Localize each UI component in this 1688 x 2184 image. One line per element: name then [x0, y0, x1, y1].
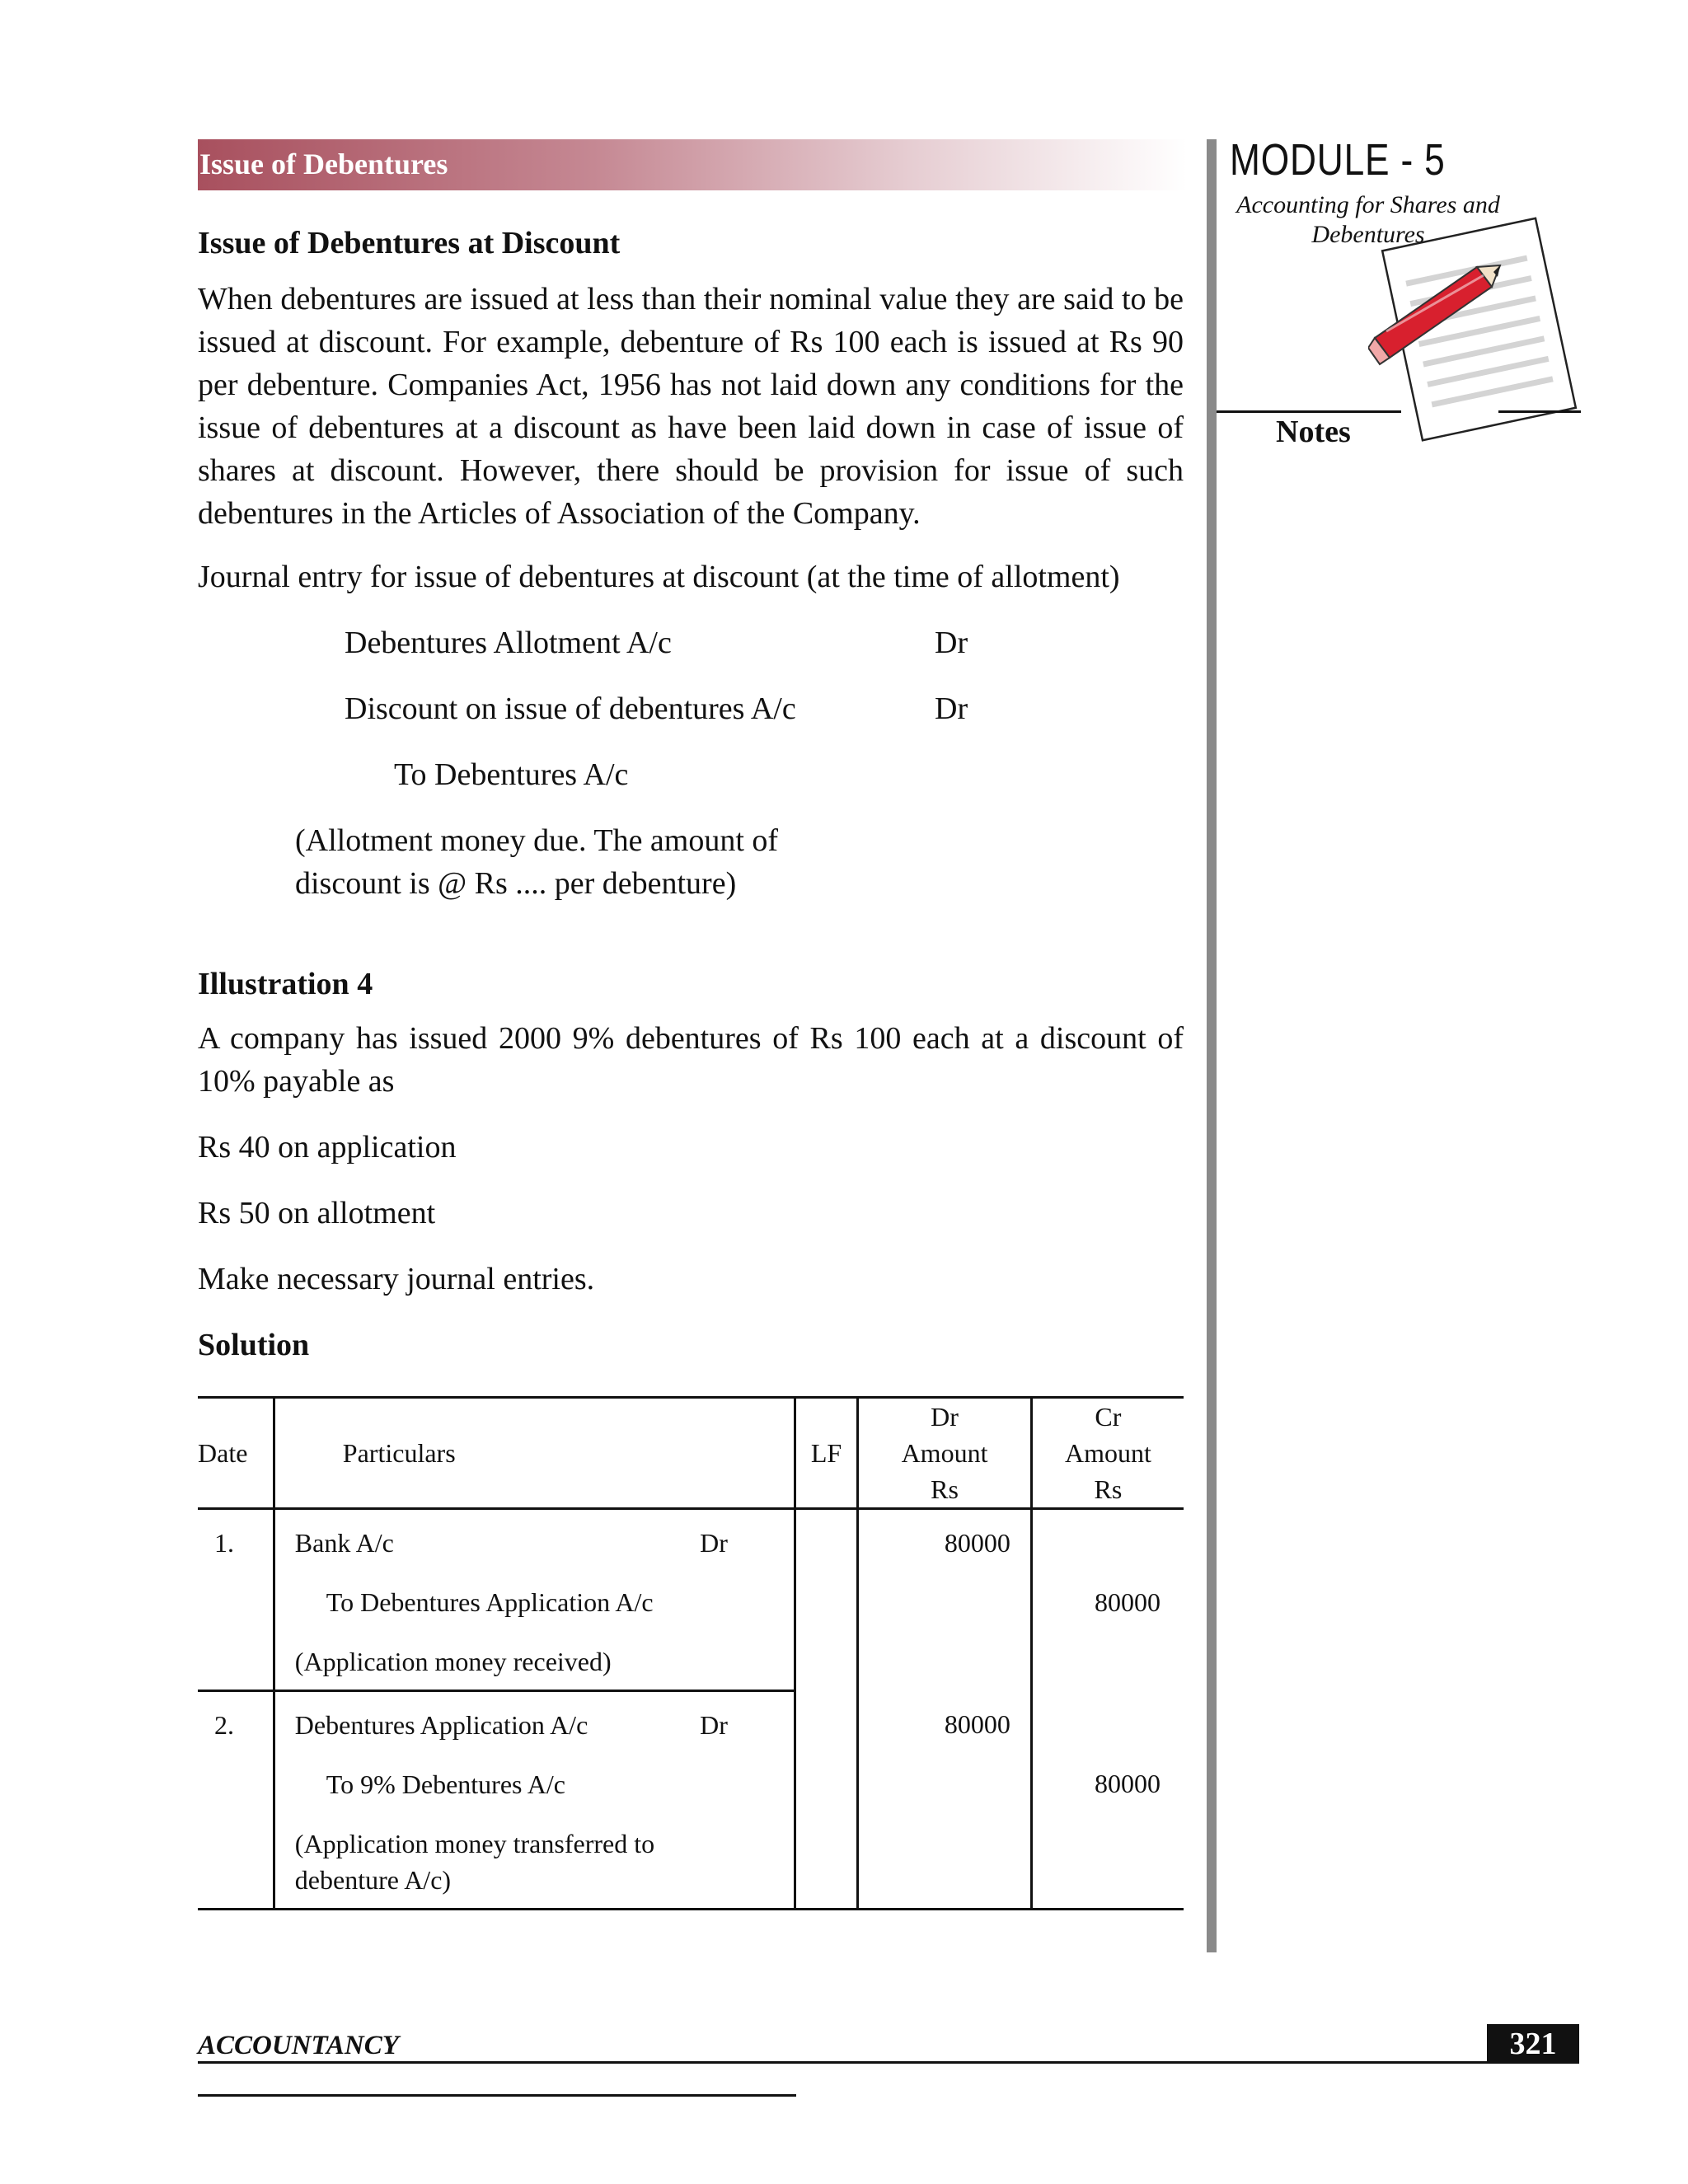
- section-heading: Issue of Debentures at Discount: [198, 226, 621, 260]
- dr-amount: 80000: [858, 1509, 1032, 1691]
- table-row: [198, 1691, 1184, 1910]
- col-lf-header: LF: [795, 1398, 857, 1509]
- payment-term: Rs 50 on allotment: [198, 1196, 436, 1230]
- credit-account: To Debentures Application A/c: [326, 1587, 654, 1617]
- payment-term: Rs 40 on application: [198, 1130, 457, 1165]
- table-header-row: [198, 1398, 1184, 1509]
- header-line: Rs: [931, 1474, 959, 1504]
- entry-date: 1.: [198, 1509, 274, 1691]
- dr-marker: Dr: [700, 1710, 728, 1740]
- col-date-header: Date: [198, 1398, 274, 1509]
- col-cr-amount-header: [1031, 1398, 1184, 1509]
- header-line: Amount: [1064, 1438, 1151, 1468]
- narration: (Application money received): [294, 1647, 612, 1676]
- journal-entry-line: Debentures Allotment A/c: [345, 626, 672, 660]
- entry-particulars: [274, 1509, 795, 1691]
- entry-particulars: [274, 1691, 795, 1910]
- solution-heading: Solution: [198, 1328, 310, 1362]
- notes-label: Notes: [1276, 415, 1351, 449]
- dr-marker: Dr: [935, 691, 968, 726]
- journal-table: [198, 1396, 1184, 1910]
- footer-subject: ACCOUNTANCY: [198, 2031, 399, 2060]
- page-number: 321: [1487, 2024, 1579, 2064]
- journal-intro: Journal entry for issue of debentures at discount (at the time of allotment): [198, 560, 1120, 594]
- journal-entry-line: Discount on issue of debentures A/c: [345, 691, 796, 726]
- illustration-heading: Illustration 4: [198, 967, 373, 1001]
- col-dr-amount-header: [858, 1398, 1032, 1509]
- section-title-bar: [198, 139, 1187, 190]
- header-line: Cr: [1095, 1402, 1122, 1432]
- narration: (Application money transferred to debenture A/c): [294, 1829, 655, 1895]
- cr-amount: 80000: [1095, 1587, 1160, 1617]
- header-line: Rs: [1094, 1474, 1123, 1504]
- module-title: MODULE - 5: [1230, 135, 1446, 185]
- credit-account: To 9% Debentures A/c: [326, 1769, 565, 1799]
- journal-narration: (Allotment money due. The amount of discount is @ Rs .... per debenture): [295, 823, 779, 901]
- debit-account: Bank A/c: [294, 1528, 394, 1558]
- entry-lf: [795, 1691, 857, 1910]
- instruction: Make necessary journal entries.: [198, 1262, 595, 1296]
- notes-rule: [1498, 410, 1581, 413]
- cr-amount: 80000: [1095, 1768, 1160, 1798]
- module-subtitle: Accounting for Shares and Debentures: [1236, 191, 1500, 248]
- entry-lf: [795, 1509, 857, 1691]
- dr-marker: Dr: [935, 626, 968, 660]
- section-title: Issue of Debentures: [199, 148, 448, 180]
- intro-paragraph: When debentures are issued at less than their nominal value they are said to be issued at discount. For example, debenture of Rs 100 each is issued at Rs 90 per debenture. Companies Act, 1956 has not laid down any conditions for the issue of debentures at a discount as have been laid down in case of issue of shares at discount. However, there should be provision for issue of such debentures in the Articles of Association of the Company.: [198, 282, 1184, 531]
- entry-date: 2.: [198, 1691, 274, 1910]
- notes-rule: [1217, 410, 1401, 413]
- footer-rule: [198, 2061, 1579, 2064]
- journal-entry-line: To Debentures A/c: [394, 757, 629, 792]
- col-particulars-header: Particulars: [274, 1398, 795, 1509]
- header-line: Dr: [931, 1402, 959, 1432]
- header-line: Amount: [901, 1438, 988, 1468]
- table-row: [198, 1509, 1184, 1691]
- illustration-text: A company has issued 2000 9% debentures of Rs 100 each at a discount of 10% payable as: [198, 1021, 1184, 1099]
- footer-rule: [198, 2094, 796, 2097]
- debit-account: Debentures Application A/c: [294, 1710, 588, 1740]
- margin-divider: [1207, 139, 1217, 1952]
- dr-amount: 80000: [858, 1691, 1032, 1910]
- dr-marker: Dr: [700, 1528, 728, 1558]
